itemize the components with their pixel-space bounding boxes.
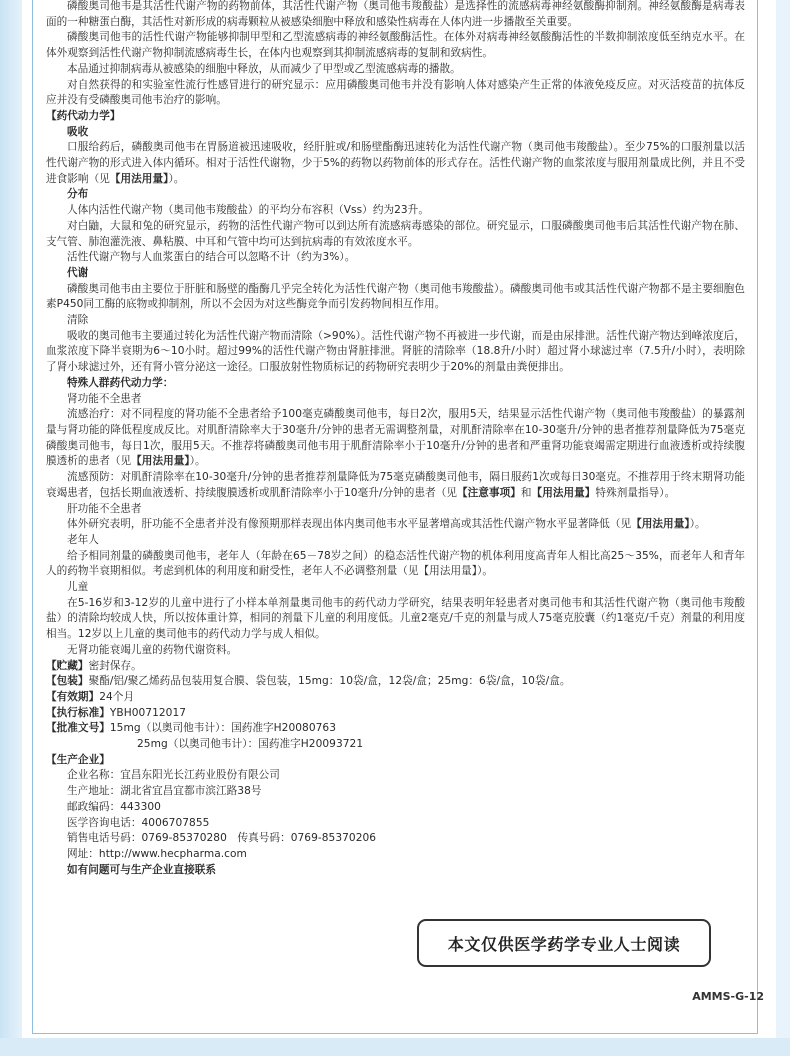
standard-row [46,706,745,722]
renal-treatment-end: ）。 [189,455,206,468]
manufacturer-name: 企业名称：宜昌东阳光长江药业股份有限公司 [67,769,280,782]
pharm-paragraph-3: 本品通过抑制病毒从被感染的细胞中释放，从而减少了甲型或乙型流感病毒的播散。 [67,62,461,75]
pharm-paragraph-4: 对自然获得的和实验室性流行性感冒进行的研究显示：应用磷酸奥司他韦并没有影响人体对感染产生正常的体液免疫反应。对灭活疫苗的抗体反应并没有受磷酸奥司他韦治疗的影响。 [46,78,745,107]
renal-prevention-ref-2: 【用法用量】 [531,486,596,499]
standard-key: 【执行标准】 [46,706,110,719]
elimination-paragraph: 吸收的奥司他韦主要通过转化为活性代谢产物而清除（>90%）。活性代谢产物不再被进一步代谢，而是由尿排泄。活性代谢产物达到峰浓度后，血浆浓度下降半衰期为6～10小时。超过99%的活性代谢产物由肾脏排泄。肾脏的清除率（18.8升/小时）超过肾小球滤过率（7.5升/小时），表明除了肾小球滤过外，还有肾小管分泌这一途径。口服放射性物质标记的药物研究表明少于20%的剂量由粪便排出。 [46,329,745,374]
validity-key: 【有效期】 [46,690,100,703]
leaflet-sheet [32,0,758,1034]
hepatic-title: 肝功能不全患者 [67,502,142,515]
storage-value: 密封保存。 [88,659,142,672]
manufacturer-row [46,753,745,769]
manufacturer-website[interactable]: 网址：http://www.hecpharma.com [67,847,247,860]
pharm-paragraph-1: 磷酸奥司他韦是其活性代谢产物的药物前体，其活性代谢产物（奥司他韦羧酸盐）是选择性的流感病毒神经氨酸酶抑制剂。神经氨酸酶是病毒表面的一种糖蛋白酶，其活性对新形成的病毒颗粒从被感染细胞中释放和感染性病毒在人体内进一步播散至关重要。 [46,0,745,28]
renal-treatment-ref: 【用法用量】 [131,455,190,468]
standard-value: YBH00712017 [109,706,187,719]
elimination-title: 清除 [67,314,89,327]
approval-value-2: 25mg（以奥司他韦计）：国药准字H20093721 [137,738,364,751]
elderly-paragraph: 给予相同剂量的磷酸奥司他韦，老年人（年龄在65－78岁之间）的稳态活性代谢产物的机体利用度高青年人相比高25～35%，而老年人和青年人的药物半衰期相似。考虑到机体的利用度和耐受性，老年人不必调整剂量（见【用法用量】）。 [46,549,745,578]
renal-prevention-paragraph [46,470,745,501]
leaflet-content [46,0,745,878]
children-title: 儿童 [67,581,89,594]
document-code: AMMS-G-12 [692,990,764,1003]
approval-key: 【批准文号】 [46,722,110,735]
renal-prevention-end: 特殊剂量指导）。 [595,486,676,499]
renal-treatment-text: 流感治疗：对不同程度的肾功能不全患者给予100毫克磷酸奥司他韦，每日2次，服用5天，结果显示活性代谢产物（奥司他韦羧酸盐）的暴露剂量与肾功能的降低程度成反比。对肌酐清除率大于30毫升/分钟的患者无需调整剂量，对肌酐清除率在10-30毫升/分钟的患者推荐剂量降低为75毫克磷酸奥司他韦，每日1次，服用5天。不推荐将磷酸奥司他韦用于肌酐清除率小于10毫升/分钟的患者和严重肾功能衰竭需定期进行血液透析或持续腹膜透析的患者（见 [46,408,745,468]
renal-title: 肾功能不全患者 [67,392,142,405]
renal-prevention-ref-1: 【注意事项】 [457,486,521,499]
right-background-band [776,0,790,1056]
distribution-paragraph-1: 人体内活性代谢产物（奥司他韦羧酸盐）的平均分布容积（Vss）约为23升。 [67,204,429,217]
manufacturer-postcode: 邮政编码：443300 [67,800,161,813]
absorption-paragraph [46,140,745,187]
validity-value: 24个月 [99,690,135,703]
pharm-paragraph-2: 磷酸奥司他韦的活性代谢产物能够抑制甲型和乙型流感病毒的神经氨酸酶活性。在体外对病毒神经氨酸酶活性的半数抑制浓度低至纳克水平。在体外观察到活性代谢产物抑制流感病毒生长，在体内也观察到其抑制流感病毒的复制和致病性。 [46,31,745,60]
storage-row [46,659,745,675]
approval-row [46,721,745,737]
package-key: 【包装】 [46,675,89,688]
validity-row [46,690,745,706]
distribution-paragraph-2: 对白鼬，大鼠和兔的研究显示，药物的活性代谢产物可以到达所有流感病毒感染的部位。研究显示，口服磷酸奥司他韦后其活性代谢产物在肺、支气管、肺泡灌洗液、鼻粘膜、中耳和气管中均可达到抗病毒的有效浓度水平。 [46,219,745,248]
children-paragraph-1: 在5-16岁和3-12岁的儿童中进行了小样本单剂量奥司他韦的药代动力学研究，结果表明年轻患者对奥司他韦和其活性代谢产物（奥司他韦羧酸盐）的清除均较成人快，所以按体重计算，相同的剂量下儿童的利用度低。儿童2毫克/千克的剂量与成人75毫克胶囊（约1毫克/千克）剂量的利用度相当。12岁以上儿童的奥司他韦的药代动力学与成人相似。 [46,596,745,641]
package-value: 聚酯/铝/聚乙烯药品包装用复合膜、袋包装，15mg：10袋/盒，12袋/盒；25mg：6袋/盒，10袋/盒。 [88,675,571,688]
children-paragraph-2: 无肾功能衰竭儿童的药物代谢资料。 [67,643,238,656]
left-background-band [0,0,22,1056]
pk-heading: 【药代动力学】 [46,109,121,122]
professional-only-notice: 本文仅供医学药学专业人士阅读 [417,919,711,967]
absorption-end: ）。 [168,172,185,185]
manufacturer-medical-phone: 医学咨询电话：4006707855 [67,816,210,829]
hepatic-end: ）。 [689,518,706,531]
metabolism-paragraph: 磷酸奥司他韦由主要位于肝脏和肠壁的酯酶几乎完全转化为活性代谢产物（奥司他韦羧酸盐）。磷酸奥司他韦或其活性代谢产物都不是主要细胞色素P450同工酶的底物或抑制剂，所以不会因为对这些酶竞争而引发药物间相互作用。 [46,282,745,311]
hepatic-paragraph [46,517,745,533]
metabolism-title: 代谢 [67,266,89,279]
absorption-title: 吸收 [67,125,89,138]
elderly-title: 老年人 [67,533,99,546]
hepatic-text: 体外研究表明，肝功能不全患者并没有像预期那样表现出体内奥司他韦水平显著增高或其活性代谢产物水平显著降低（见 [67,518,632,531]
approval-value-1: 15mg（以奥司他韦计）：国药准字H20080763 [109,722,337,735]
package-row [46,674,745,690]
absorption-ref: 【用法用量】 [109,172,169,185]
hepatic-ref: 【用法用量】 [631,518,690,531]
absorption-text: 口服给药后，磷酸奥司他韦在胃肠道被迅速吸收，经肝脏或/和肠壁酯酶迅速转化为活性代谢产物（奥司他韦羧酸盐）。至少75%的口服剂量以活性代谢产物的形式进入体内循环。相对于活性代谢物，少于5%的药物以药物前体的形式存在。活性代谢产物的血浆浓度与服用剂量成比例，并且不受进食影响（见 [46,141,745,185]
renal-treatment-paragraph [46,407,745,470]
bottom-background-band [0,1038,790,1056]
special-populations-title: 特殊人群药代动力学： [67,376,174,389]
renal-prevention-mid: 和 [520,486,532,499]
manufacturer-key: 【生产企业】 [46,753,110,766]
renal-prevention-text: 流感预防：对肌酐清除率在10-30毫升/分钟的患者推荐剂量降低为75毫克磷酸奥司他韦，隔日服药1次或每日30毫克。不推荐用于终末期肾功能衰竭患者，包括长期血液透析、持续腹膜透析或肌酐清除率小于10毫升/分钟的患者（见 [46,471,745,499]
manufacturer-sales-fax: 销售电话号码：0769-85370280 传真号码：0769-85370206 [67,832,377,845]
manufacturer-address: 生产地址：湖北省宜昌宜都市滨江路38号 [67,785,262,798]
distribution-title: 分布 [67,188,89,201]
contact-note: 如有问题可与生产企业直接联系 [67,863,217,876]
storage-key: 【贮藏】 [46,659,89,672]
distribution-paragraph-3: 活性代谢产物与人血浆蛋白的结合可以忽略不计（约为3%）。 [67,251,356,264]
